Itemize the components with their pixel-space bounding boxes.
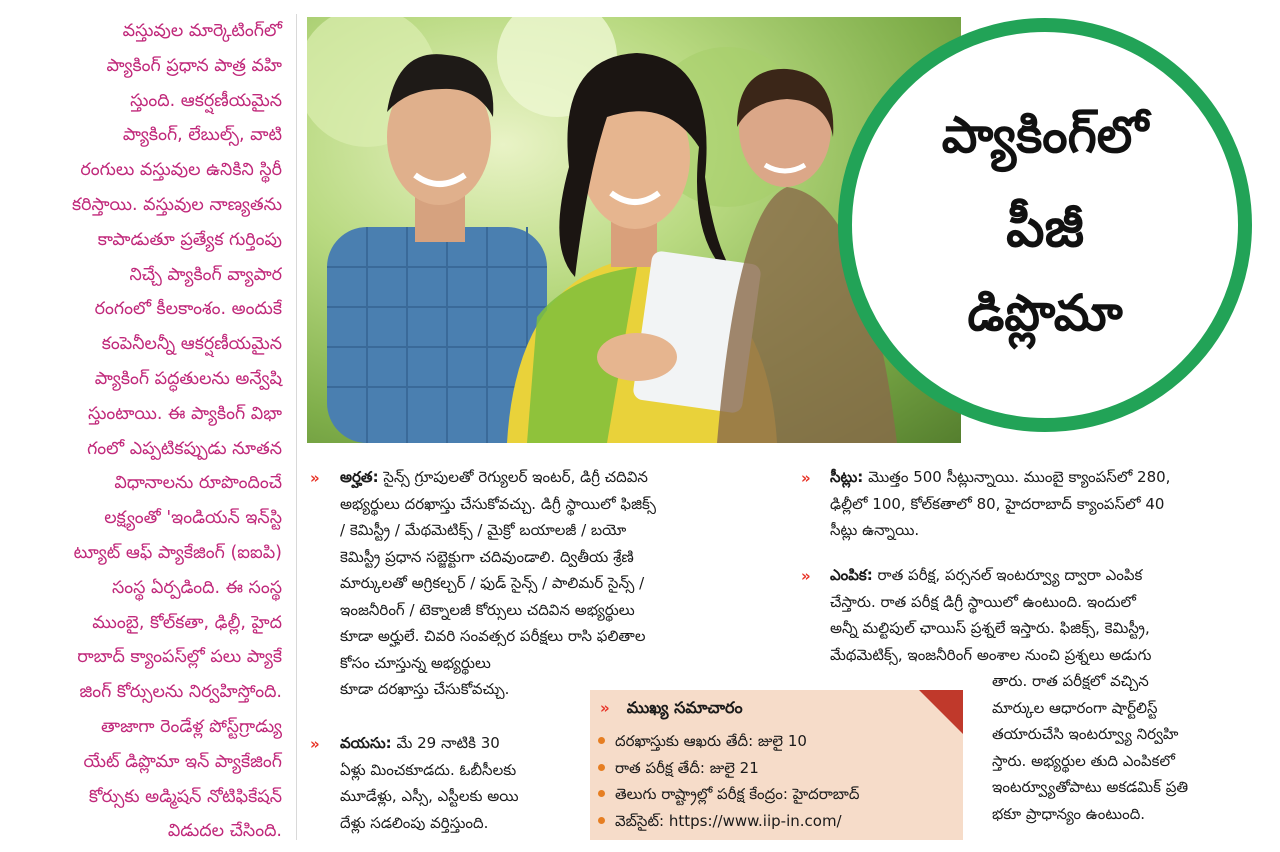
section-text: కెమిస్ట్రీ ప్రధాన సబ్జెక్టుగా చదివుండాలి. ద్వితీయ శ్రేణి bbox=[340, 547, 634, 566]
section-text: తారు. రాత పరీక్షలో వచ్చిన bbox=[992, 672, 1149, 690]
intro-paragraph bbox=[14, 14, 282, 849]
headline-line-2: పీజీ bbox=[1006, 196, 1084, 259]
bullet-dot-icon bbox=[598, 737, 605, 744]
text-line bbox=[340, 623, 656, 650]
text-line bbox=[340, 757, 519, 784]
section-text: మార్కులతో అగ్రికల్చర్ / ఫుడ్ సైన్స్ / పాలిమర్ సైన్స్ / bbox=[340, 574, 645, 592]
text-line: ప్యాకింగ్ ప్రధాన పాత్ర వహి bbox=[106, 55, 282, 76]
key-info-item bbox=[596, 781, 859, 808]
text-line: విడుదల చేసింది. bbox=[167, 821, 282, 842]
section-text: సైన్స్ గ్రూపులతో రెగ్యులర్ ఇంటర్, డిగ్రీ చదివిన bbox=[383, 468, 648, 486]
column-divider bbox=[296, 14, 297, 840]
text-line bbox=[340, 730, 519, 757]
text-line: స్తుంటాయి. ఈ ప్యాకింగ్ విభా bbox=[88, 403, 282, 424]
bullet-dot-icon bbox=[598, 790, 605, 797]
text-line: వస్తువుల మార్కెటింగ్‌లో bbox=[122, 21, 282, 41]
section-text: కూడా అర్హులే. చివరి సంవత్సర పరీక్షలు రాసి ఫలితాల bbox=[340, 627, 646, 645]
section-text: కోసం చూస్తున్న అభ్యర్థులు bbox=[340, 653, 491, 672]
text-line: కంపెనీలన్నీ ఆకర్షణీయమైన bbox=[101, 334, 282, 355]
text-line bbox=[830, 589, 1188, 616]
text-line bbox=[340, 464, 656, 491]
text-line: గంలో ఎప్పటికప్పుడు నూతన bbox=[87, 438, 282, 459]
section-text: మే 29 నాటికి 30 bbox=[396, 734, 500, 752]
bullet-arrow-icon: » bbox=[801, 469, 809, 487]
section-text: భకూ ప్రాధాన్యం ఉంటుంది. bbox=[992, 804, 1146, 823]
text-line: ట్యూట్ ఆఫ్ ప్యాకేజింగ్ (ఐఐపి) bbox=[73, 542, 282, 563]
section-text: ఢిల్లీలో 100, కోల్‌కతాలో 80, హైదరాబాద్ క్యాంపస్‌లో 40 bbox=[830, 494, 1165, 513]
text-line bbox=[340, 650, 656, 677]
key-info-item bbox=[596, 728, 859, 755]
bullet-dot-icon bbox=[598, 764, 605, 771]
section-text: అన్నీ మల్టిపుల్ ఛాయిస్ ప్రశ్నలే ఇస్తారు. ఫిజిక్స్, కెమిస్ట్రీ, bbox=[830, 619, 1150, 637]
section-text: రాత పరీక్ష, పర్సనల్ ఇంటర్వ్యూ ద్వారా ఎంపిక bbox=[877, 566, 1143, 584]
text-line: ప్యాకింగ్, లేబుల్స్, వాటి bbox=[122, 125, 282, 146]
text-line: విధానాలను రూపొందించే bbox=[114, 473, 282, 494]
text-line: స్తుంది. ఆకర్షణీయమైన bbox=[130, 90, 282, 111]
key-info-title: ముఖ్య సమాచారం bbox=[626, 698, 743, 717]
bullet-arrow-icon: » bbox=[310, 469, 318, 487]
headline-line-1: ప్యాకింగ్‌లో bbox=[941, 106, 1149, 164]
key-info-item bbox=[596, 755, 859, 782]
key-info-text: రాత పరీక్ష తేదీ: జులై 21 bbox=[615, 758, 759, 777]
text-line: కరిస్తాయి. వస్తువుల నాణ్యతను bbox=[71, 194, 282, 215]
age-section bbox=[340, 730, 519, 836]
text-line bbox=[830, 562, 1188, 589]
text-line bbox=[830, 464, 1170, 491]
text-line bbox=[340, 597, 656, 624]
text-line bbox=[340, 491, 656, 518]
section-text: మేథమెటిక్స్, ఇంజనీరింగ్ అంశాల నుంచి ప్రశ్నలు అడుగు bbox=[830, 645, 1152, 664]
section-text: అభ్యర్థులు దరఖాస్తు చేసుకోవచ్చు. డిగ్రీ స్థాయిలో ఫిజిక్స్ bbox=[340, 494, 656, 513]
key-info-item bbox=[596, 808, 859, 835]
key-info-box bbox=[590, 690, 963, 840]
key-info-text: వెబ్‌సైట్: https://www.iip-in.com/ bbox=[615, 811, 842, 830]
bullet-dot-icon bbox=[598, 817, 605, 824]
section-text: ఇంటర్వ్యూతోపాటు అకడమిక్ ప్రతి bbox=[992, 778, 1189, 796]
text-line bbox=[830, 615, 1188, 642]
section-text: కూడా దరఖాస్తు చేసుకోవచ్చు. bbox=[340, 680, 510, 698]
text-line: లక్ష్యంతో 'ఇండియన్ ఇన్‌స్టి bbox=[104, 508, 282, 529]
section-text: సీట్లు ఉన్నాయి. bbox=[830, 521, 920, 539]
text-line: జింగ్ కోర్సులను నిర్వహిస్తోంది. bbox=[79, 682, 282, 703]
section-label: అర్హత: bbox=[340, 468, 379, 486]
text-line bbox=[340, 783, 519, 810]
bullet-arrow-icon: » bbox=[801, 567, 809, 585]
key-info-text: తెలుగు రాష్ట్రాల్లో పరీక్ష కేంద్రం: హైదరాబాద్ bbox=[615, 785, 860, 803]
section-text: మూడేళ్లు, ఎస్సీ, ఎస్టీలకు అయి bbox=[340, 787, 519, 805]
section-label: ఎంపిక: bbox=[830, 566, 873, 584]
text-line: సంస్థ ఏర్పడింది. ఈ సంస్థ bbox=[111, 577, 282, 598]
text-line bbox=[340, 810, 519, 837]
section-text: మార్కుల ఆధారంగా షార్ట్‌లిస్ట్ bbox=[992, 698, 1158, 717]
text-line: తాజాగా రెండేళ్ల పోస్ట్‌గ్రాడ్యు bbox=[100, 716, 282, 737]
text-line: రాబాద్ క్యాంపస్‌ల్లో పలు ప్యాకే bbox=[77, 647, 282, 668]
seats-section bbox=[830, 464, 1170, 544]
text-line: కోర్సుకు అడ్మిషన్ నోటిఫికేషన్ bbox=[88, 786, 282, 807]
key-info-text: దరఖాస్తుకు ఆఖరు తేదీ: జులై 10 bbox=[615, 732, 807, 750]
text-line: ముంబై, కోల్‌కతా, ఢిల్లీ, హైద bbox=[92, 612, 282, 633]
text-line bbox=[340, 544, 656, 571]
text-line bbox=[340, 517, 656, 544]
title-circle bbox=[838, 18, 1252, 432]
section-text: చేస్తారు. రాత పరీక్ష డిగ్రీ స్థాయిలో ఉంటుంది. ఇందులో bbox=[830, 592, 1136, 611]
section-text: దేళ్లు సడలింపు వర్తిస్తుంది. bbox=[340, 813, 489, 832]
eligibility-section bbox=[340, 464, 656, 703]
section-label: సీట్లు: bbox=[830, 468, 864, 486]
text-line: రంగంలో కీలకాంశం. అందుకే bbox=[94, 299, 282, 320]
section-text: స్తారు. అభ్యర్థుల తుది ఎంపికలో bbox=[992, 751, 1175, 770]
text-line bbox=[830, 517, 1170, 544]
text-line bbox=[340, 570, 656, 597]
text-line: కాపాడుతూ ప్రత్యేక గుర్తింపు bbox=[97, 229, 282, 250]
text-line bbox=[830, 642, 1188, 669]
text-line: యేట్ డిప్లొమా ఇన్ ప్యాకేజింగ్ bbox=[83, 751, 282, 772]
section-text: ఏళ్లు మించకూడదు. ఓబీసీలకు bbox=[340, 760, 517, 779]
bullet-arrow-icon: » bbox=[600, 699, 608, 717]
section-text: / కెమిస్ట్రీ / మేథమెటిక్స్ / మైక్రో బయాలజీ / బయో bbox=[340, 521, 627, 539]
corner-decoration bbox=[919, 690, 963, 734]
text-line: నిచ్చే ప్యాకింగ్ వ్యాపార bbox=[129, 264, 282, 285]
section-text: తయారుచేసి ఇంటర్వ్యూ నిర్వహి bbox=[992, 725, 1179, 743]
text-line: ప్యాకింగ్ పద్ధతులను అన్వేషి bbox=[94, 368, 282, 389]
section-text: ఇంజనీరింగ్ / టెక్నాలజీ కోర్సులు చదివిన అభ్యర్థులు bbox=[340, 600, 635, 619]
key-info-list bbox=[596, 728, 859, 834]
bullet-arrow-icon: » bbox=[310, 735, 318, 753]
text-line bbox=[830, 491, 1170, 518]
text-line: రంగులు వస్తువుల ఉనికిని స్థిరీ bbox=[80, 160, 282, 181]
section-text: మొత్తం 500 సీట్లున్నాయి. ముంబై క్యాంపస్‌లో 280, bbox=[868, 468, 1171, 486]
headline-line-3: డిప్లొమా bbox=[967, 284, 1123, 342]
section-label: వయసు: bbox=[340, 734, 392, 752]
